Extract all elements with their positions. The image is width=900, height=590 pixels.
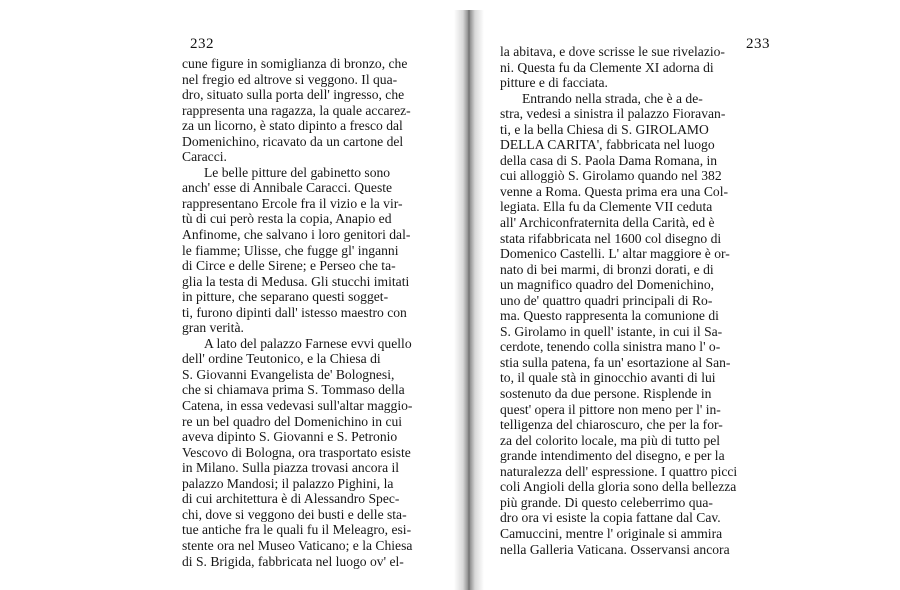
text-line: A lato del palazzo Farnese evvi quello	[204, 335, 412, 351]
text-line: gran verità.	[182, 320, 244, 336]
text-line: palazzo Mandosi; il palazzo Pighini, la	[182, 475, 394, 491]
text-line: DELLA CARITA', fabbricata nel luogo	[500, 137, 715, 153]
text-line: nel fregio ed altrove si veggono. Il qua-	[182, 71, 398, 87]
text-line: quest' opera il pittore non meno per l' in-	[500, 401, 721, 417]
text-line: re un bel quadro del Domenichino in cui	[182, 413, 403, 429]
text-line: della casa di S. Paola Dama Romana, in	[500, 152, 718, 168]
text-line: stente ora nel Museo Vaticano; e la Chiesa	[182, 537, 413, 553]
text-line: to, il quale stà in ginocchio avanti di lui	[500, 370, 716, 386]
text-line: un magnifico quadro del Domenichino,	[500, 277, 715, 293]
text-line: Vescovo di Bologna, ora trasportato esiste	[182, 444, 411, 460]
left-page	[170, 18, 448, 578]
book-spread	[170, 18, 780, 578]
text-line: telligenza del chiaroscuro, che per la for-	[500, 417, 723, 433]
right-page	[490, 18, 780, 578]
text-line: Le belle pitture del gabinetto sono	[204, 164, 391, 180]
text-line: la abitava, e dove scrisse le sue rivelazio-	[500, 44, 725, 59]
text-line: glia la testa di Medusa. Gli stucchi imitati	[182, 273, 410, 289]
text-line: tù di cui però resta la copia, Anapio ed	[182, 211, 392, 227]
text-line: Domenichino, ricavato da un cartone del	[182, 133, 404, 149]
text-line: rappresenta una ragazza, la quale accarez-	[182, 102, 411, 118]
text-line: nella Galleria Vaticana. Osservansi ancora	[500, 541, 730, 557]
text-line: anch' esse di Annibale Caracci. Queste	[182, 180, 393, 196]
text-line: che si chiamava prima S. Tommaso della	[182, 382, 405, 398]
text-line: pitture e di facciata.	[500, 75, 608, 91]
text-line: tue antiche fra le quali fu il Meleagro, esi-	[182, 522, 412, 538]
text-line: Camuccini, mentre l' originale si ammira	[500, 525, 723, 541]
text-line: in Milano. Sulla piazza trovasi ancora il	[182, 460, 400, 476]
text-line: all' Archiconfraternita della Carità, ed è	[500, 215, 715, 231]
text-line: stata rifabbricata nel 1600 col disegno di	[500, 230, 722, 246]
text-line: cune figure in somiglianza di bronzo, che	[182, 56, 408, 71]
left-page-number: 232	[190, 36, 214, 52]
text-line: più grande. Di questo celeberrimo qua-	[500, 494, 713, 510]
text-line: ni. Questa fu da Clemente XI adorna di	[500, 59, 714, 75]
text-line: venne a Roma. Questa prima era una Col-	[500, 183, 728, 199]
text-line: S. Girolamo in quell' istante, in cui il Sa-	[500, 323, 723, 339]
text-line: za un licorno, è stato dipinto a fresco dal	[182, 118, 403, 134]
text-line: Anfinome, che salvano i loro genitori dal-	[182, 227, 411, 243]
text-line: di S. Brigida, fabbricata nel luogo ov' el-	[182, 553, 404, 569]
text-line: in pitture, che separano questi sogget-	[182, 289, 389, 305]
text-line: cerdote, tenendo colla sinistra mano l' o-	[500, 339, 721, 355]
text-line: le fiamme; Ulisse, che fugge gl' inganni	[182, 242, 399, 258]
text-line: rappresentano Ercole fra il vizio e la vir-	[182, 195, 403, 211]
text-line: za del colorito locale, ma più di tutto pel	[500, 432, 721, 448]
text-line: chi, dove si veggono dei busti e delle sta-	[182, 506, 407, 522]
text-line: aveva dipinto S. Giovanni e S. Petronio	[182, 429, 398, 445]
text-line: Catena, in essa vedevasi sull'altar maggio-	[182, 398, 413, 414]
text-line: ti, e la bella Chiesa di S. GIROLAMO	[500, 121, 709, 137]
text-line: cui alloggiò S. Girolamo quando nel 382	[500, 168, 722, 184]
text-line: uno de' quattro quadri principali di Ro-	[500, 292, 713, 308]
text-line: legiata. Ella fu da Clemente VII ceduta	[500, 199, 713, 215]
text-line: ti, furono dipinti dall' istesso maestro con	[182, 304, 407, 320]
text-line: naturalezza dell' espressione. I quattro picci	[500, 463, 738, 479]
text-line: dro ora vi esiste la copia fattane dal Cav.	[500, 510, 721, 526]
text-line: ma. Questo rappresenta la comunione di	[500, 308, 719, 324]
text-line: grande intendimento del disegno, e per la	[500, 448, 725, 464]
text-line: S. Giovanni Evangelista de' Bolognesi,	[182, 366, 395, 382]
text-line: stra, vedesi a sinistra il palazzo Fioravan-	[500, 106, 726, 122]
text-line: sostenuto da due persone. Risplende in	[500, 386, 712, 402]
text-line: dro, situato sulla porta dell' ingresso, che	[182, 87, 405, 103]
right-page-number: 233	[746, 36, 770, 52]
right-page-text	[500, 44, 778, 557]
text-line: stia sulla patena, fa un' esortazione al San-	[500, 354, 731, 370]
text-line: di cui architettura è di Alessandro Spec-	[182, 491, 400, 507]
text-line: coli Angioli della gloria sono della bellezza	[500, 479, 737, 495]
left-page-text	[182, 56, 444, 569]
text-line: di Circe e delle Sirene; e Perseo che ta-	[182, 258, 396, 274]
text-line: Caracci.	[182, 149, 227, 165]
text-line: dell' ordine Teutonico, e la Chiesa di	[182, 351, 381, 367]
book-gutter	[454, 10, 484, 590]
text-line: Domenico Castelli. L' altar maggiore è or-	[500, 246, 730, 262]
text-line: nato di bei marmi, di bronzi dorati, e di	[500, 261, 714, 277]
text-line: Entrando nella strada, che è a de-	[522, 90, 703, 106]
